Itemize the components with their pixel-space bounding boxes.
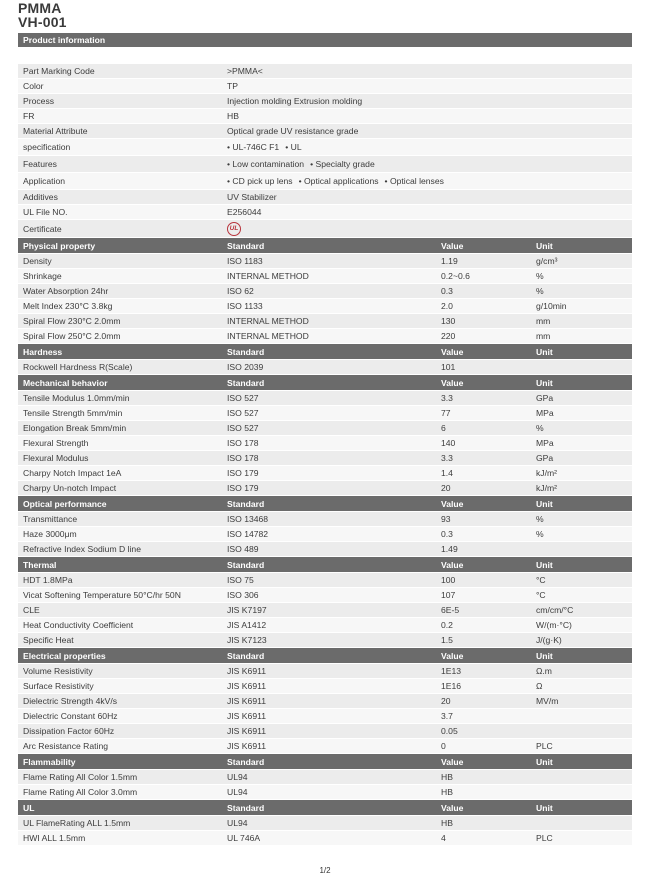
property-unit: J/(g·K) — [536, 635, 562, 645]
property-row — [18, 360, 632, 375]
property-row — [18, 284, 632, 299]
property-row — [18, 709, 632, 724]
property-row — [18, 481, 632, 496]
info-tag — [227, 142, 279, 152]
property-standard: UL 746A — [227, 833, 261, 843]
section-title: UL — [23, 802, 35, 813]
property-unit: Ω — [536, 681, 543, 691]
section-title: Product information — [23, 35, 106, 45]
info-tag-text: Low contamination — [232, 159, 305, 169]
section-header — [18, 754, 632, 770]
property-value: 100 — [441, 575, 456, 585]
property-unit: MPa — [536, 408, 554, 418]
info-row — [18, 220, 632, 238]
property-name: Vicat Softening Temperature 50°C/hr 50N — [23, 590, 181, 600]
property-name: Volume Resistivity — [23, 666, 93, 676]
column-unit: Unit — [536, 240, 553, 251]
info-value — [227, 142, 632, 152]
bullet: • — [285, 142, 291, 152]
info-tag-text: Optical applications — [304, 176, 379, 186]
property-name: Tensile Strength 5mm/min — [23, 408, 123, 418]
column-unit: Unit — [536, 498, 553, 509]
property-value: 1.49 — [441, 544, 458, 554]
bullet: • — [227, 159, 233, 169]
info-label: Process — [23, 96, 55, 106]
property-standard: ISO 178 — [227, 453, 259, 463]
property-standard: ISO 306 — [227, 590, 259, 600]
property-row — [18, 314, 632, 329]
property-value: 220 — [441, 331, 456, 341]
info-value — [227, 159, 632, 169]
info-row — [18, 173, 632, 190]
property-unit: mm — [536, 316, 551, 326]
info-tag-text: CD pick up lens — [232, 176, 293, 186]
info-row — [18, 94, 632, 109]
datasheet-table — [18, 33, 632, 846]
property-standard: ISO 1133 — [227, 301, 263, 311]
info-tag-text: Optical lenses — [389, 176, 444, 186]
property-value: 3.3 — [441, 453, 453, 463]
property-standard: UL94 — [227, 818, 248, 828]
property-unit: °C — [536, 575, 546, 585]
property-standard: ISO 14782 — [227, 529, 269, 539]
property-unit: PLC — [536, 833, 553, 843]
property-name: Spiral Flow 250°C 2.0mm — [23, 331, 121, 341]
property-value: 1.19 — [441, 256, 458, 266]
property-standard: INTERNAL METHOD — [227, 271, 309, 281]
product-name: PMMA — [18, 0, 62, 16]
property-value: 0.2 — [441, 620, 453, 630]
property-name: Haze 3000μm — [23, 529, 77, 539]
property-row — [18, 618, 632, 633]
section-title: Hardness — [23, 346, 63, 357]
property-name: Melt Index 230°C 3.8kg — [23, 301, 113, 311]
column-standard: Standard — [227, 498, 265, 509]
property-value: 3.7 — [441, 711, 453, 721]
property-value: 140 — [441, 438, 456, 448]
property-value: HB — [441, 772, 453, 782]
property-row — [18, 406, 632, 421]
property-row — [18, 679, 632, 694]
property-standard: INTERNAL METHOD — [227, 331, 309, 341]
column-unit: Unit — [536, 802, 553, 813]
property-name: Shrinkage — [23, 271, 62, 281]
column-standard: Standard — [227, 756, 265, 767]
section-title: Electrical properties — [23, 650, 106, 661]
column-standard: Standard — [227, 650, 265, 661]
property-value: 1.5 — [441, 635, 453, 645]
section-header — [18, 800, 632, 816]
property-standard: ISO 13468 — [227, 514, 269, 524]
property-standard: JIS K6911 — [227, 696, 267, 706]
info-label: specification — [23, 142, 71, 152]
property-value: 6E-5 — [441, 605, 460, 615]
section-title: Flammability — [23, 756, 76, 767]
info-label: Part Marking Code — [23, 66, 95, 76]
property-name: Flame Rating All Color 1.5mm — [23, 772, 138, 782]
property-standard: ISO 1183 — [227, 256, 263, 266]
info-label: FR — [23, 111, 35, 121]
property-standard: ISO 179 — [227, 468, 259, 478]
info-value: Injection molding Extrusion molding — [227, 96, 363, 106]
column-unit: Unit — [536, 346, 553, 357]
info-row — [18, 205, 632, 220]
column-value: Value — [441, 756, 464, 767]
ul-certificate-logo: UL — [227, 222, 241, 236]
property-unit: GPa — [536, 453, 554, 463]
property-unit: MPa — [536, 438, 554, 448]
info-value: UV Stabilizer — [227, 192, 277, 202]
section-header — [18, 557, 632, 573]
property-name: Specific Heat — [23, 635, 74, 645]
property-name: Dielectric Strength 4kV/s — [23, 696, 118, 706]
property-standard: JIS K6911 — [227, 741, 267, 751]
property-value: 20 — [441, 483, 451, 493]
property-row — [18, 329, 632, 344]
column-value: Value — [441, 559, 464, 570]
property-standard: ISO 75 — [227, 575, 254, 585]
property-name: Transmittance — [23, 514, 78, 524]
info-row — [18, 79, 632, 94]
column-value: Value — [441, 498, 464, 509]
info-tag — [227, 159, 304, 169]
property-value: 0.3 — [441, 286, 453, 296]
property-row — [18, 391, 632, 406]
property-row — [18, 724, 632, 739]
product-code: VH-001 — [18, 14, 67, 30]
property-standard: JIS K6911 — [227, 711, 267, 721]
info-row — [18, 64, 632, 79]
section-title: Thermal — [23, 559, 57, 570]
property-unit: PLC — [536, 741, 553, 751]
spacer-row — [18, 48, 632, 64]
property-value: 93 — [441, 514, 451, 524]
property-standard: ISO 489 — [227, 544, 259, 554]
property-standard: UL94 — [227, 787, 248, 797]
info-label: Color — [23, 81, 44, 91]
property-row — [18, 816, 632, 831]
info-tag-text: Specialty grade — [315, 159, 375, 169]
property-row — [18, 588, 632, 603]
property-row — [18, 299, 632, 314]
column-standard: Standard — [227, 240, 265, 251]
property-row — [18, 466, 632, 481]
property-value: 1E16 — [441, 681, 462, 691]
property-row — [18, 770, 632, 785]
column-unit: Unit — [536, 650, 553, 661]
info-tag-text: UL-746C F1 — [232, 142, 280, 152]
info-label: UL File NO. — [23, 207, 68, 217]
property-row — [18, 421, 632, 436]
property-unit: % — [536, 529, 544, 539]
property-row — [18, 254, 632, 269]
info-value: >PMMA< — [227, 66, 263, 76]
info-label: Features — [23, 159, 57, 169]
property-standard: ISO 527 — [227, 423, 259, 433]
property-unit: % — [536, 514, 544, 524]
property-name: Charpy Notch Impact 1eA — [23, 468, 122, 478]
property-standard: JIS K6911 — [227, 681, 267, 691]
bullet: • — [227, 142, 233, 152]
product-info-header — [18, 33, 632, 48]
property-standard: ISO 178 — [227, 438, 259, 448]
property-standard: ISO 179 — [227, 483, 259, 493]
info-row — [18, 156, 632, 173]
info-tag — [227, 176, 293, 186]
property-row — [18, 542, 632, 557]
column-value: Value — [441, 650, 464, 661]
property-name: HDT 1.8MPa — [23, 575, 73, 585]
property-name: Water Absorption 24hr — [23, 286, 109, 296]
column-standard: Standard — [227, 802, 265, 813]
property-name: Arc Resistance Rating — [23, 741, 109, 751]
info-value: HB — [227, 111, 239, 121]
info-label: Material Attribute — [23, 126, 88, 136]
property-row — [18, 785, 632, 800]
section-header — [18, 496, 632, 512]
property-unit: °C — [536, 590, 546, 600]
info-tag — [385, 176, 444, 186]
info-value: Optical grade UV resistance grade — [227, 126, 359, 136]
property-row — [18, 664, 632, 679]
property-standard: UL94 — [227, 772, 248, 782]
info-label: Certificate — [23, 223, 62, 234]
column-unit: Unit — [536, 377, 553, 388]
property-value: 6 — [441, 423, 446, 433]
section-header — [18, 648, 632, 664]
property-row — [18, 436, 632, 451]
property-name: Elongation Break 5mm/min — [23, 423, 127, 433]
info-row — [18, 190, 632, 205]
property-name: UL FlameRating ALL 1.5mm — [23, 818, 131, 828]
property-value: 0.3 — [441, 529, 453, 539]
info-tag — [299, 176, 379, 186]
property-value: 2.0 — [441, 301, 453, 311]
column-standard: Standard — [227, 346, 265, 357]
property-standard: ISO 527 — [227, 393, 259, 403]
column-value: Value — [441, 377, 464, 388]
property-standard: ISO 2039 — [227, 362, 264, 372]
property-standard: JIS K7197 — [227, 605, 267, 615]
property-unit: g/10min — [536, 301, 567, 311]
bullet: • — [384, 176, 390, 186]
property-name: Heat Conductivity Coefficient — [23, 620, 134, 630]
page-number: 1/2 — [319, 866, 331, 875]
property-name: Flame Rating All Color 3.0mm — [23, 787, 138, 797]
section-title: Mechanical behavior — [23, 377, 108, 388]
property-value: 20 — [441, 696, 451, 706]
property-row — [18, 739, 632, 754]
property-value: HB — [441, 818, 453, 828]
property-standard: INTERNAL METHOD — [227, 316, 309, 326]
info-row — [18, 124, 632, 139]
column-unit: Unit — [536, 559, 553, 570]
info-label: Application — [23, 176, 66, 186]
property-unit: cm/cm/°C — [536, 605, 574, 615]
section-header — [18, 375, 632, 391]
column-standard: Standard — [227, 559, 265, 570]
property-standard: JIS A1412 — [227, 620, 267, 630]
property-name: Refractive Index Sodium D line — [23, 544, 141, 554]
property-value: 0 — [441, 741, 446, 751]
property-name: Surface Resistivity — [23, 681, 94, 691]
property-value: 0.2~0.6 — [441, 271, 470, 281]
property-name: Dissipation Factor 60Hz — [23, 726, 115, 736]
section-header — [18, 344, 632, 360]
column-standard: Standard — [227, 377, 265, 388]
property-row — [18, 694, 632, 709]
property-unit: % — [536, 423, 544, 433]
property-standard: JIS K6911 — [227, 666, 267, 676]
property-unit: W/(m·°C) — [536, 620, 572, 630]
property-row — [18, 573, 632, 588]
property-name: CLE — [23, 605, 40, 615]
column-unit: Unit — [536, 756, 553, 767]
property-name: Flexural Strength — [23, 438, 89, 448]
property-value: 107 — [441, 590, 456, 600]
property-row — [18, 451, 632, 466]
info-tag — [310, 159, 375, 169]
property-row — [18, 269, 632, 284]
property-name: Tensile Modulus 1.0mm/min — [23, 393, 130, 403]
section-title: Physical property — [23, 240, 96, 251]
property-value: 0.05 — [441, 726, 458, 736]
column-value: Value — [441, 346, 464, 357]
info-row — [18, 109, 632, 124]
info-value — [227, 222, 632, 236]
section-title: Optical performance — [23, 498, 107, 509]
property-unit: % — [536, 286, 544, 296]
property-unit: GPa — [536, 393, 554, 403]
info-value: E256044 — [227, 207, 262, 217]
bullet: • — [310, 159, 316, 169]
property-value: 1E13 — [441, 666, 462, 676]
property-row — [18, 831, 632, 846]
property-name: Density — [23, 256, 52, 266]
property-value: 77 — [441, 408, 451, 418]
info-label: Additives — [23, 192, 58, 202]
bullet: • — [227, 176, 233, 186]
property-unit: g/cm³ — [536, 256, 558, 266]
property-value: 1.4 — [441, 468, 453, 478]
property-unit: kJ/m² — [536, 483, 558, 493]
info-value — [227, 176, 632, 186]
property-row — [18, 603, 632, 618]
property-unit: % — [536, 271, 544, 281]
column-value: Value — [441, 240, 464, 251]
property-standard: JIS K6911 — [227, 726, 267, 736]
property-name: Charpy Un-notch Impact — [23, 483, 117, 493]
property-name: Rockwell Hardness R(Scale) — [23, 362, 133, 372]
property-value: 130 — [441, 316, 456, 326]
property-value: HB — [441, 787, 453, 797]
info-row — [18, 139, 632, 156]
property-value: 3.3 — [441, 393, 453, 403]
property-name: Flexural Modulus — [23, 453, 89, 463]
property-unit: MV/m — [536, 696, 559, 706]
property-value: 4 — [441, 833, 446, 843]
property-unit: mm — [536, 331, 551, 341]
property-value: 101 — [441, 362, 456, 372]
info-tag — [285, 142, 301, 152]
property-name: HWI ALL 1.5mm — [23, 833, 86, 843]
column-value: Value — [441, 802, 464, 813]
property-unit: Ω.m — [536, 666, 552, 676]
property-row — [18, 527, 632, 542]
property-name: Spiral Flow 230°C 2.0mm — [23, 316, 121, 326]
property-standard: ISO 62 — [227, 286, 254, 296]
section-header — [18, 238, 632, 254]
property-row — [18, 633, 632, 648]
property-standard: JIS K7123 — [227, 635, 267, 645]
info-tag-text: UL — [290, 142, 302, 152]
info-value: TP — [227, 81, 238, 91]
property-standard: ISO 527 — [227, 408, 259, 418]
property-unit: kJ/m² — [536, 468, 558, 478]
property-name: Dielectric Constant 60Hz — [23, 711, 118, 721]
bullet: • — [298, 176, 304, 186]
property-row — [18, 512, 632, 527]
